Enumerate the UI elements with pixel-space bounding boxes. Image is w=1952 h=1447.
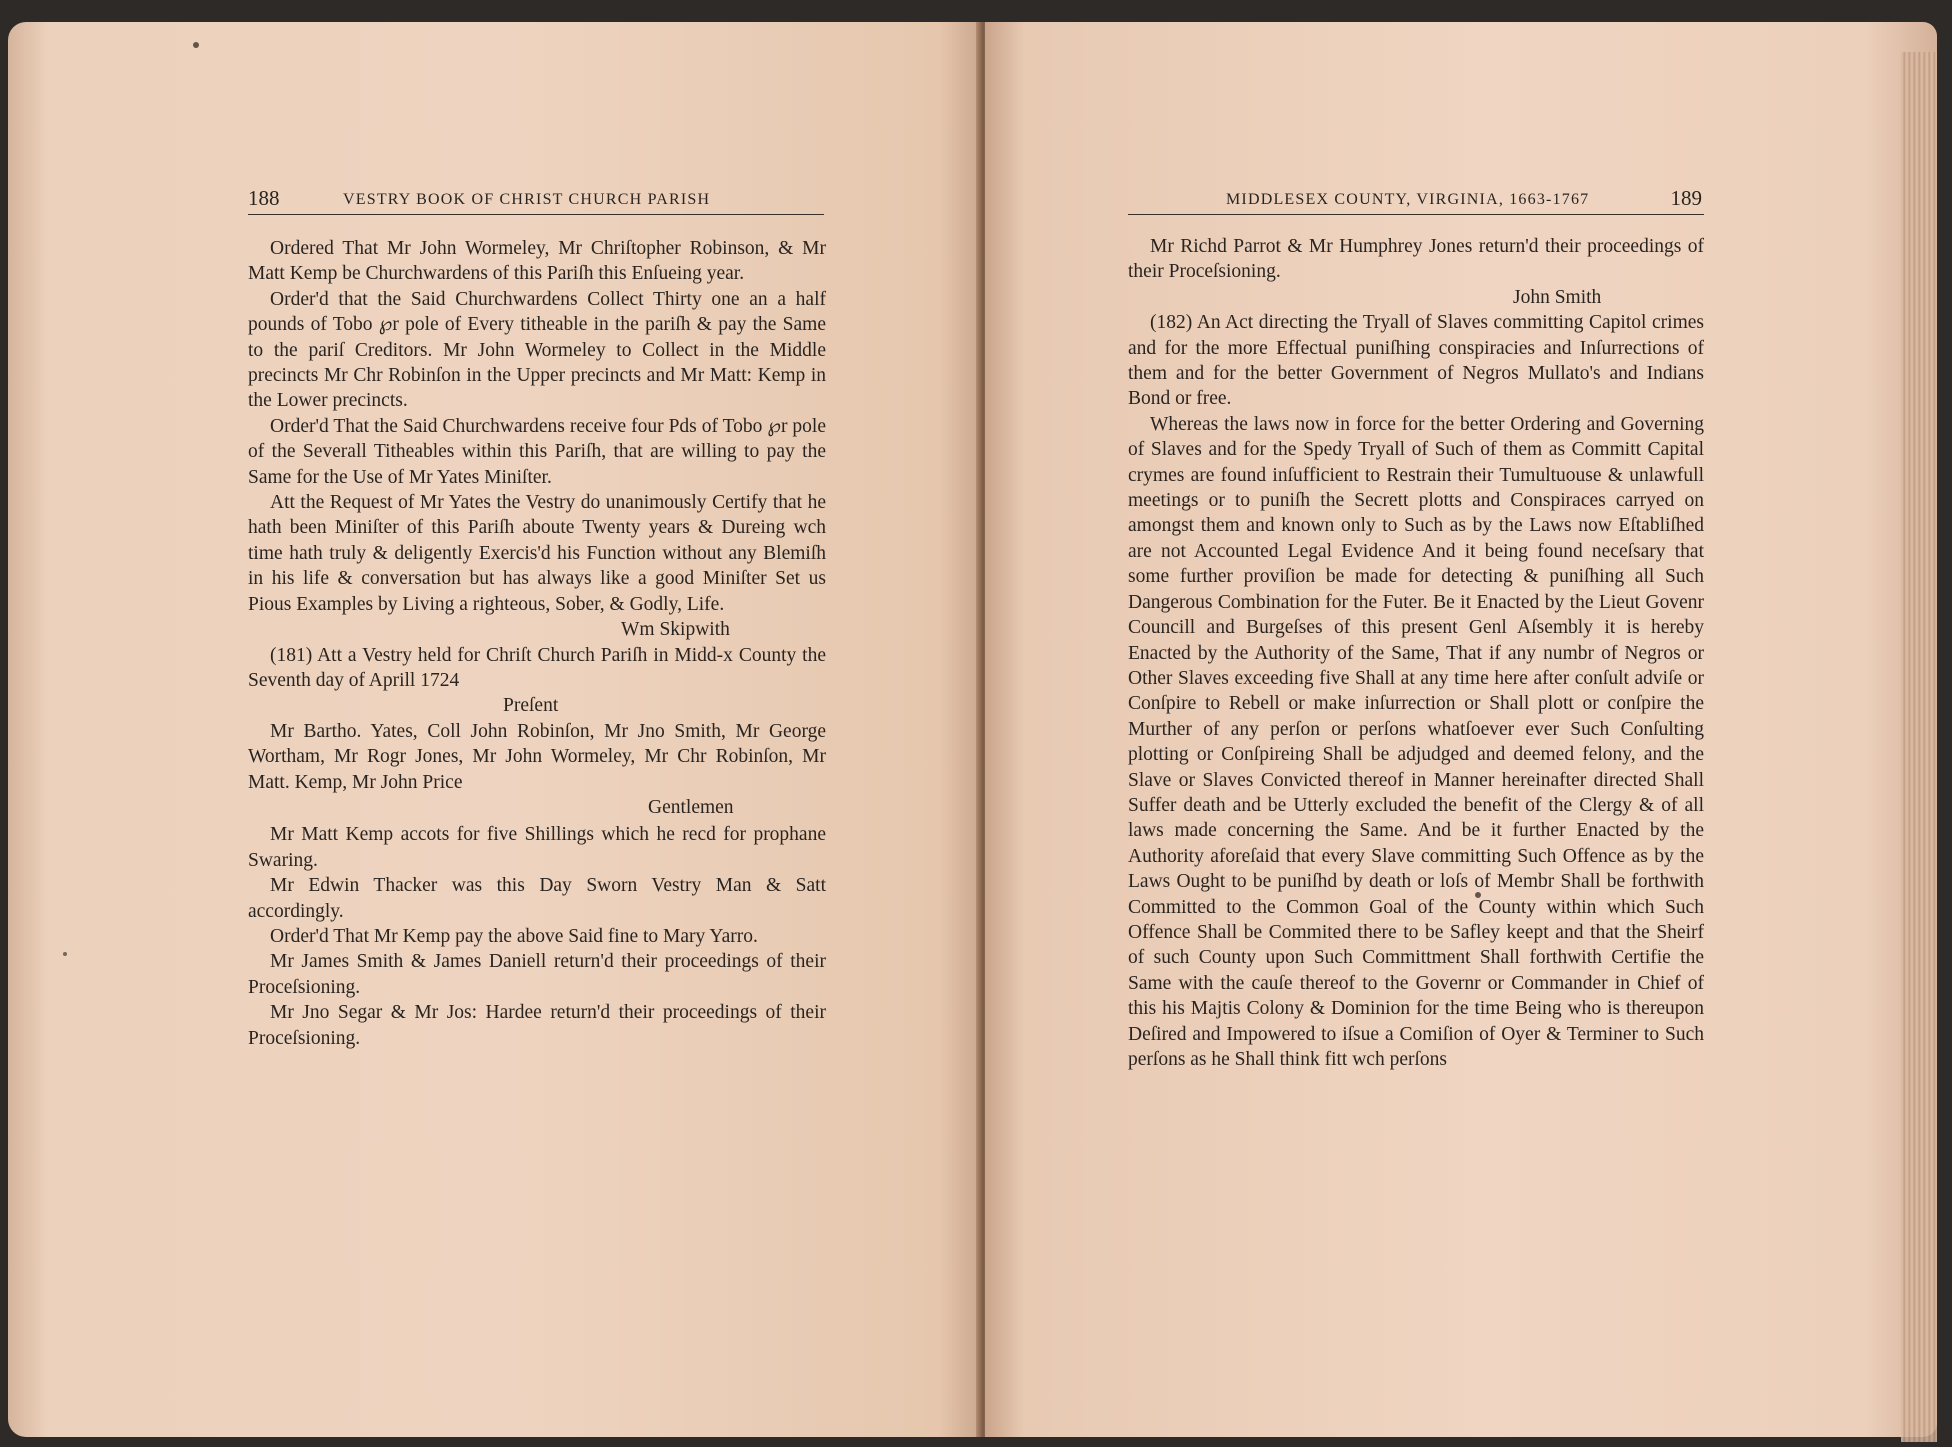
left-page-number: 188 [248, 186, 280, 210]
entry-heading: (181) Att a Vestry held for Chriſt Church Pariſh in Midd-x County the Seventh day of Aprill 1724 [248, 644, 826, 691]
right-text-column [1128, 234, 1704, 1072]
paragraph: Mr Edwin Thacker was this Day Sworn Vestry Man & Satt accordingly. [248, 875, 826, 922]
present-label: Preſent [503, 695, 559, 717]
left-running-head: VESTRY BOOK OF CHRIST CHURCH PARISH [343, 191, 711, 208]
page-edges [1901, 52, 1937, 1442]
paragraph: Mr Richd Parrot & Mr Humphrey Jones return'd their proceedings of their Proceſsioning. [1128, 236, 1704, 283]
gentlemen-label: Gentlemen [648, 796, 734, 818]
paragraph: Order'd That Mr Kemp pay the above Said fine to Mary Yarro. [270, 925, 758, 947]
right-running-header [1128, 184, 1704, 215]
paragraph: Order'd that the Said Churchwardens Collect Thirty one an a half pounds of Tobo ℘r pole of Every titheable in the pariſh & pay the Same to the pariſ Creditors. Mr John Wormeley to Collect in the Middle precincts Mr Chr Robinſon in the Upper precincts and Mr Matt: Kemp in the Lower precincts. [248, 288, 826, 412]
left-running-header [248, 184, 824, 215]
signature: Wm Skipwith [621, 619, 730, 641]
paragraph: Mr James Smith & James Daniell return'd their proceedings of their Proceſsioning. [248, 951, 826, 998]
right-page-number: 189 [1670, 186, 1702, 210]
right-running-head: MIDDLESEX COUNTY, VIRGINIA, 1663-1767 [1226, 191, 1590, 208]
entry-heading: (182) An Act directing the Tryall of Slaves committing Capitol crimes and for the more Effectual puniſhing conspiracies and Inſurrections of them and for the better Government of Negros Mullato's and Indians Bond or free. [1128, 312, 1704, 410]
paragraph: Mr Jno Segar & Mr Jos: Hardee return'd their proceedings of their Proceſsioning. [248, 1002, 826, 1049]
signature: John Smith [1513, 286, 1602, 308]
present-list: Mr Bartho. Yates, Coll John Robinſon, Mr Jno Smith, Mr George Wortham, Mr Rogr Jones, Mr John Wormeley, Mr Chr Robinſon, Mr Matt. Kemp, Mr John Price [248, 720, 826, 793]
paragraph: Mr Matt Kemp accots for five Shillings which he recd for prophane Swaring. [248, 824, 826, 871]
paragraph: Att the Request of Mr Yates the Vestry do unanimously Certify that he hath been Miniſter of this Pariſh aboute Twenty years & Dureing wch time hath truly & deligently Exercis'd his Function without any Blemiſh in his life & conversation but has always like a good Miniſter Set us Pious Examples by Living a righteous, Sober, & Godly, Life. [248, 492, 826, 615]
left-text-column [248, 236, 826, 1051]
paragraph: Order'd That the Said Churchwardens receive four Pds of Tobo ℘r pole of the Severall Titheables within this Pariſh, that are willing to pay the Same for the Use of Mr Yates Miniſter. [248, 415, 826, 488]
act-body: Whereas the laws now in force for the better Ordering and Governing of Slaves and for the Spedy Tryall of Such of them as Committ Capital crymes are found inſufficient to Restrain their Tumultuouse & unlawfull meetings or to puniſh the Secrett plotts and Conspiraces carryed on amongst them and known only to Such as by the Laws now Eſtabliſhed are not Accounted Legal Evidence And it being found neceſsary that some further proviſion be made for detecting & puniſhing all Such Dangerous Combination for the Futer. Be it Enacted by the Lieut Govenr Councill and Burgeſses of this present Genl Aſsembly it is hereby Enacted by the Authority of the Same, That if any numbr of Negros or Other Slaves exceeding five Shall at any time here after conſult adviſe or Conſpire to Rebell or make inſurrection or Shall plott or conſpire the Murther of any perſon or perſons whatſoever ever Such Conſulting plotting or Conſpireing Shall be adjudged and deemed felony, and the Slave or Slaves Convicted thereof in Manner hereinafter directed Shall Suffer death and be Utterly excluded the benefit of the Clergy & of all laws made concerning the Same. And be it further Enacted by the Authority aforeſaid that every Slave committing Such Offence as by the Laws Ought to be puniſhd by death or loſs of Membr Shall be forthwith Committed to the Common Goal of the County within which Such Offence Shall be Commited there to be Safley keept and that the Sheirf of such County upon Such Committment Shall forthwith Certifie the Same with the cauſe thereof to the Governr or Commander in Chief of this his Majtis Colony & Dominion for the time Being who is thereupon Deſired and Impowered to iſsue a Comiſion of Oyer & Terminer to Such perſons as he Shall think fitt wch perſons [1128, 413, 1704, 1070]
paragraph: Ordered That Mr John Wormeley, Mr Chriſtopher Robinson, & Mr Matt Kemp be Churchwardens of this Pariſh this Enſueing year. [248, 238, 826, 285]
